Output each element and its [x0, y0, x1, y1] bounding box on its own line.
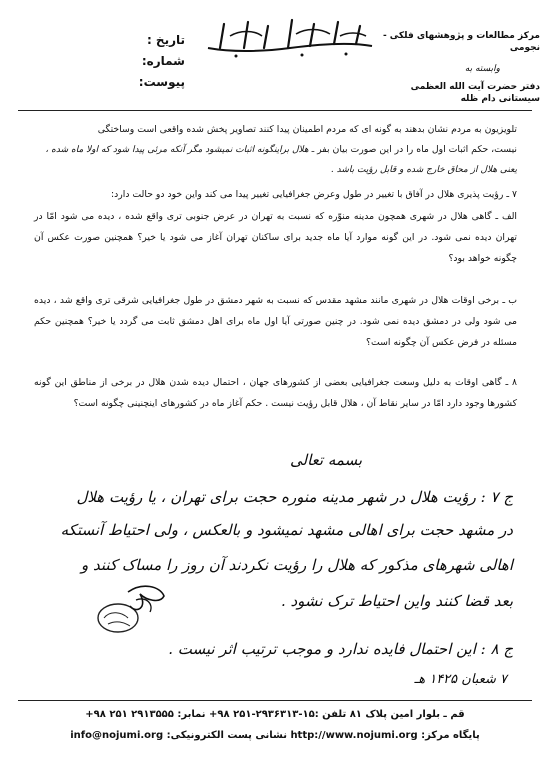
- intro-line-1: تلویزیون به مردم نشان بدهند به گونه ای که مردم اطمینان پیدا کنند تصاویر پخش شده واقعی است وساختگی: [97, 124, 517, 135]
- center-name: مرکز مطالعات و پژوهشهای فلکی - نجومی: [382, 31, 540, 53]
- intro-line-3-handwritten: یعنی هلال از محاق خارج شده و قابل رؤیت باشد .: [330, 165, 517, 175]
- intro-line-2-typed: نیست، حکم اثبات اول ماه را در این صورت بیان بفر: [317, 144, 517, 155]
- header-divider: [18, 110, 532, 111]
- answer-line-4: بعد قضا کنند واین احتیاط ترک نشود .: [280, 592, 513, 610]
- answer-line-5: ج ۸ : این احتمال فایده ندارد و موجب ترتیب اثر نیست .: [168, 640, 513, 658]
- institution-block: [380, 30, 540, 105]
- answer-date: ۷ شعبان ۱۴۲۵ هـ: [414, 672, 507, 687]
- footer-address: قم ـ بلوار امین پلاک ۸۱ تلفن :۱۵-۲۹۳۶۳۱۳-۲۵۱ ۹۸+ نمابر: ۲۹۱۳۵۵۵ ۲۵۱ ۹۸+: [85, 709, 465, 720]
- footer-divider: [18, 700, 532, 701]
- answer-line-2: در مشهد حجت برای اهالی مشهد نمیشود و بالعکس ، ولی احتیاط آنستکه: [60, 521, 513, 539]
- office-name: دفتر حضرت آیت الله العظمی سیستانی دام ظله: [410, 82, 540, 104]
- answer-heading: بسمه تعالی: [290, 451, 363, 469]
- intro-line-2-handwritten: ـ هلال براینگونه اثبات نمیشود مگر آنکه مرئی پیدا شود که اولا ماه شده ،: [45, 145, 315, 155]
- question-8: ۸ ـ گاهی اوقات به دلیل وسعت جغرافیایی بعضی از کشورهای جهان ، احتمال دیده شدن هلال در برخی از مناطق این گونه کشورها وجود دارد امّا در سایر نقاط آن ، هلال قابل رؤیت نیست . حکم آغاز ماه در کشورهای اینچنینی چگونه است؟: [34, 377, 517, 409]
- signature-seal-icon: [90, 578, 170, 640]
- number-label: شماره:: [141, 54, 185, 68]
- intro-text: [34, 120, 517, 180]
- question-7-intro: ۷ ـ رؤیت پذیری هلال در آفاق با تغییر در طول وعرض جغرافیایی تغییر پیدا می کند واین خود دو حالت دارد:: [110, 189, 517, 200]
- answer-line-3: اهالی شهرهای مذکور که هلال را رؤیت نکردند آن روز را مساک کنند و: [81, 556, 513, 574]
- affiliation-label: وابسته به: [464, 64, 500, 74]
- letter-meta: [115, 30, 185, 93]
- question-7-alef: الف ـ گاهی هلال در شهری همچون مدینه منوّره که نسبت به تهران در عرض جنوبی تری واقع شده ، دیده می شود امّا در تهران دیده نمی شود. در این گونه موارد آیا ماه جدید برای ساکنان تهران آغاز می شود یا خیر؟ همچنین صورت عکس آن چگونه خواهد بود؟: [34, 211, 517, 264]
- answer-line-1: ج ۷ : رؤیت هلال در شهر مدینه منوره حجت برای تهران ، یا رؤیت هلال: [76, 488, 513, 506]
- date-label: تاریخ :: [146, 33, 185, 47]
- footer-web: پایگاه مرکز: http://www.nojumi.org نشانی پست الکترونیکی: info@nojumi.org: [70, 730, 480, 741]
- intro-line-2: [34, 140, 517, 160]
- attachment-label: پیوست:: [138, 75, 185, 89]
- basmala-calligraphy-icon: [200, 14, 380, 60]
- question-7-be: ب ـ برخی اوقات هلال در شهری مانند مشهد مقدس که نسبت به شهر دمشق در طول جغرافیایی شرقی تری واقع شد ، دیده می شود ولی در دمشق دیده نمی شود. در چنین صورتی آیا اول ماه برای اهل دمشق ثابت می گردد یا خیر؟ همچنین حکم مسئله در فرض عکس آن چگونه است؟: [34, 295, 517, 348]
